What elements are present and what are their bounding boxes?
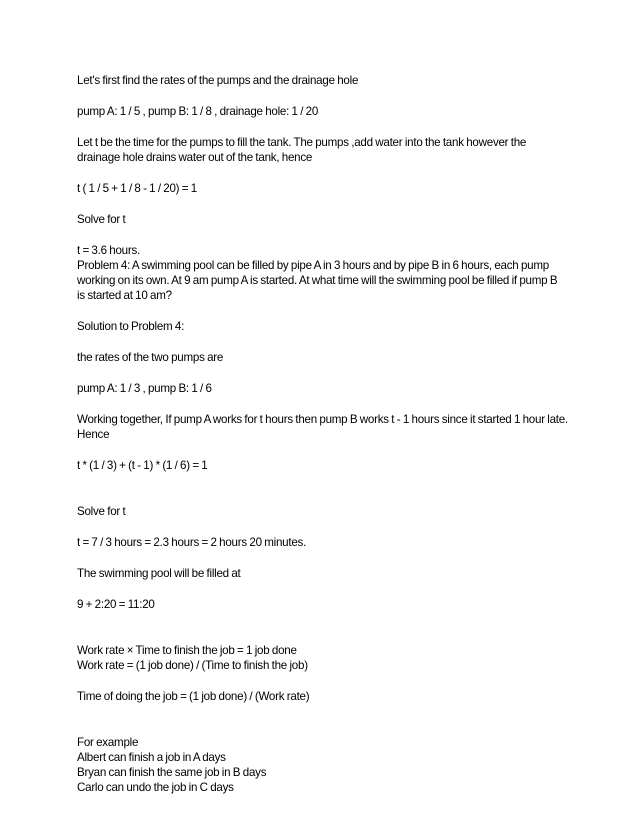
problem-4-line-2: working on its own. At 9 am pump A is started. At what time will the swimming pool be filled if pump B (77, 274, 558, 287)
answer-line: t = 3.6 hours. (77, 244, 140, 257)
explanation-line-2: drainage hole drains water out of the tank, hence (77, 151, 313, 164)
intro-text: Let's first find the rates of the pumps and the drainage hole (77, 74, 359, 87)
time-result-line: 9 + 2:20 = 11:20 (77, 598, 155, 611)
problem-4-line-1: Problem 4: A swimming pool can be filled by pipe A in 3 hours and by pipe B in 6 hours, each pump (77, 259, 549, 272)
solve-heading: Solve for t (77, 213, 126, 226)
example-line-1: Albert can finish a job in A days (77, 751, 226, 764)
example-line-2: Bryan can finish the same job in B days (77, 766, 267, 779)
explanation-line-1: Let t be the time for the pumps to fill the tank. The pumps ,add water into the tank however the (77, 136, 527, 149)
example-heading: For example (77, 736, 139, 749)
equation-line: t ( 1 / 5 + 1 / 8 - 1 / 20) = 1 (77, 182, 197, 195)
hence-line: Hence (77, 428, 110, 441)
formula-line-2: Work rate = (1 job done) / (Time to finish the job) (77, 659, 308, 672)
filled-at-line: The swimming pool will be filled at (77, 567, 241, 580)
answer-2-line: t = 7 / 3 hours = 2.3 hours = 2 hours 20 minutes. (77, 536, 307, 549)
formula-line-1: Work rate × Time to finish the job = 1 job done (77, 644, 297, 657)
solve-heading-2: Solve for t (77, 505, 126, 518)
working-together-line: Working together, If pump A works for t hours then pump B works t - 1 hours since it started 1 hour late. (77, 413, 568, 426)
pump-rates-line: pump A: 1 / 3 , pump B: 1 / 6 (77, 382, 212, 395)
equation-2-line: t * (1 / 3) + (t - 1) * (1 / 6) = 1 (77, 459, 208, 472)
problem-4-line-3: is started at 10 am? (77, 289, 172, 302)
solution-heading: Solution to Problem 4: (77, 320, 185, 333)
example-line-3: Carlo can undo the job in C days (77, 781, 234, 794)
formula-line-3: Time of doing the job = (1 job done) / (Work rate) (77, 690, 310, 703)
rates-line: pump A: 1 / 5 , pump B: 1 / 8 , drainage hole: 1 / 20 (77, 105, 319, 118)
rates-intro-line: the rates of the two pumps are (77, 351, 224, 364)
